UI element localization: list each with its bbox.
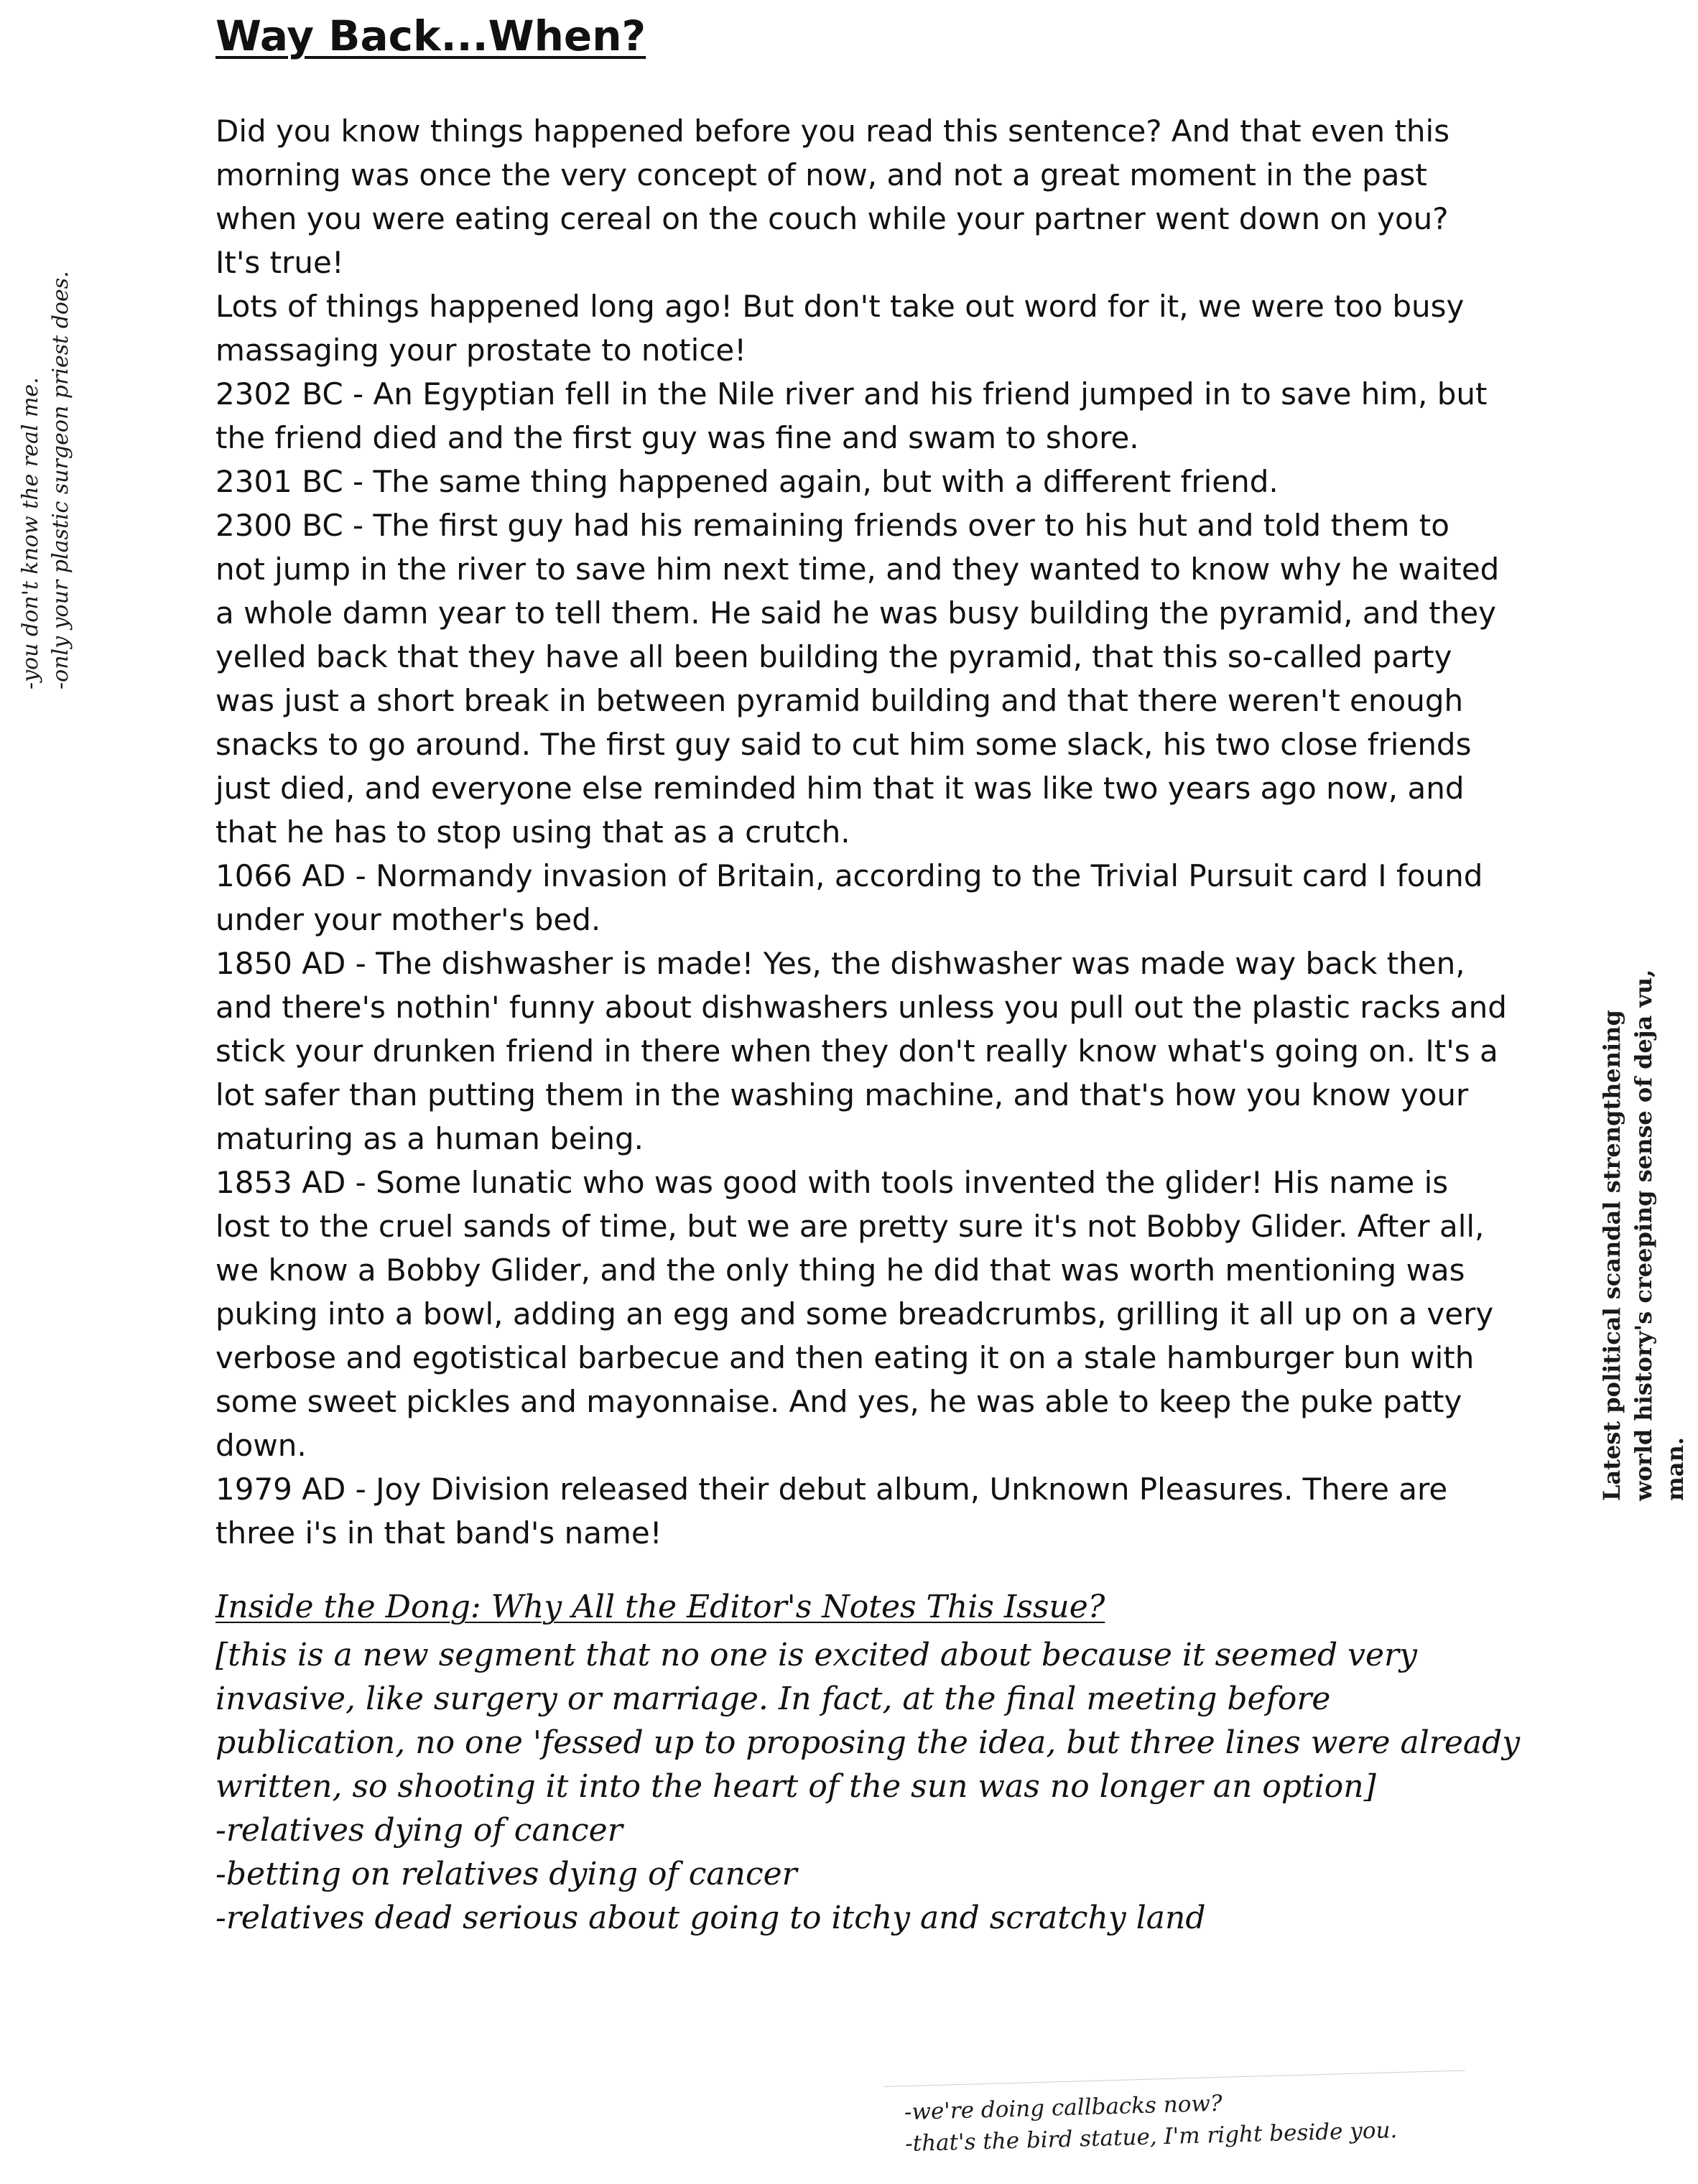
margin-note-line: -we're doing callbacks now? — [904, 2090, 1223, 2126]
editors-notes-body — [215, 1633, 1523, 1940]
editors-notes-heading: Inside the Dong: Why All the Editor's Notes This Issue? — [215, 1589, 1105, 1625]
margin-note-line: man. — [1661, 1437, 1689, 1501]
bottom-clipping-note — [883, 2070, 1467, 2176]
article-paragraph: Lots of things happened long ago! But don't take out word for it, we were too busy massaging your prostate to notice! — [215, 289, 1465, 368]
page-title: Way Back...When? — [215, 11, 646, 60]
timeline-entry: 1850 AD - The dishwasher is made! Yes, the dishwasher was made way back then, and there's nothin' funny about dishwashers unless you pull out the plastic racks and stick your drunken friend in there when they don't really know what's going on. It's a lot safer than putting them in the washing machine, and that's how you know your maturing as a human being. — [215, 946, 1507, 1156]
article-paragraph: It's true! — [215, 245, 344, 280]
margin-note-line: -you don't know the real me. — [18, 377, 43, 689]
article-body — [215, 109, 1508, 1555]
right-margin-note — [1596, 970, 1691, 1501]
left-margin-note — [16, 271, 76, 689]
article-paragraph: Did you know things happened before you read this sentence? And that even this morning was once the very concept of now, and not a great moment in the past when you were eating cereal on the couch while your partner went down on you? — [215, 113, 1450, 236]
timeline-entry: 1853 AD - Some lunatic who was good with tools invented the glider! His name is lost to the cruel sands of time, but we are pretty sure it's not Bobby Glider. After all, we know a Bobby Glider, and the only thing he did that was worth mentioning was puking into a bowl, adding an egg and some breadcrumbs, grilling it all up on a very verbose and egotistical barbecue and then eating it on a stale hamburger bun with some sweet pickles and mayonnaise. And yes, he was able to keep the puke patty down. — [215, 1165, 1494, 1463]
editors-notes-item: -betting on relatives dying of cancer — [215, 1856, 797, 1892]
editors-notes-item: -relatives dying of cancer — [215, 1812, 623, 1849]
margin-note-line: -only your plastic surgeon priest does. — [48, 271, 73, 689]
editors-notes-intro: [this is a new segment that no one is excited about because it seemed very invasive, like surgery or marriage. In fact, at the final meeting before publication, no one 'fessed up to proposing the idea, but three lines were already written, so shooting it into the heart of the sun was no longer an option] — [215, 1637, 1521, 1805]
margin-note-line: world history's creeping sense of deja vu, — [1630, 969, 1657, 1501]
margin-note-line: Latest political scandal strengthening — [1598, 1010, 1625, 1501]
timeline-entry: 2301 BC - The same thing happened again, but with a different friend. — [215, 464, 1279, 499]
timeline-entry: 1066 AD - Normandy invasion of Britain, according to the Trivial Pursuit card I found under your mother's bed. — [215, 858, 1483, 937]
editors-notes-item: -relatives dead serious about going to itchy and scratchy land — [215, 1900, 1206, 1936]
timeline-entry: 1979 AD - Joy Division released their debut album, Unknown Pleasures. There are three i's in that band's name! — [215, 1472, 1448, 1551]
timeline-entry: 2300 BC - The first guy had his remaining friends over to his hut and told them to not jump in the river to save him next time, and they wanted to know why he waited a whole damn year to tell them. He said he was busy building the pyramid, and they yelled back that they have all been building the pyramid, that this so-called party was just a short break in between pyramid building and that there weren't enough snacks to go around. The first guy said to cut him some slack, his two close friends just died, and everyone else reminded him that it was like two years ago now, and that he has to stop using that as a crutch. — [215, 508, 1500, 850]
margin-note-line: -that's the bird statue, I'm right beside you. — [904, 2117, 1398, 2157]
timeline-entry: 2302 BC - An Egyptian fell in the Nile river and his friend jumped in to save him, but the friend died and the first guy was fine and swam to shore. — [215, 376, 1488, 455]
